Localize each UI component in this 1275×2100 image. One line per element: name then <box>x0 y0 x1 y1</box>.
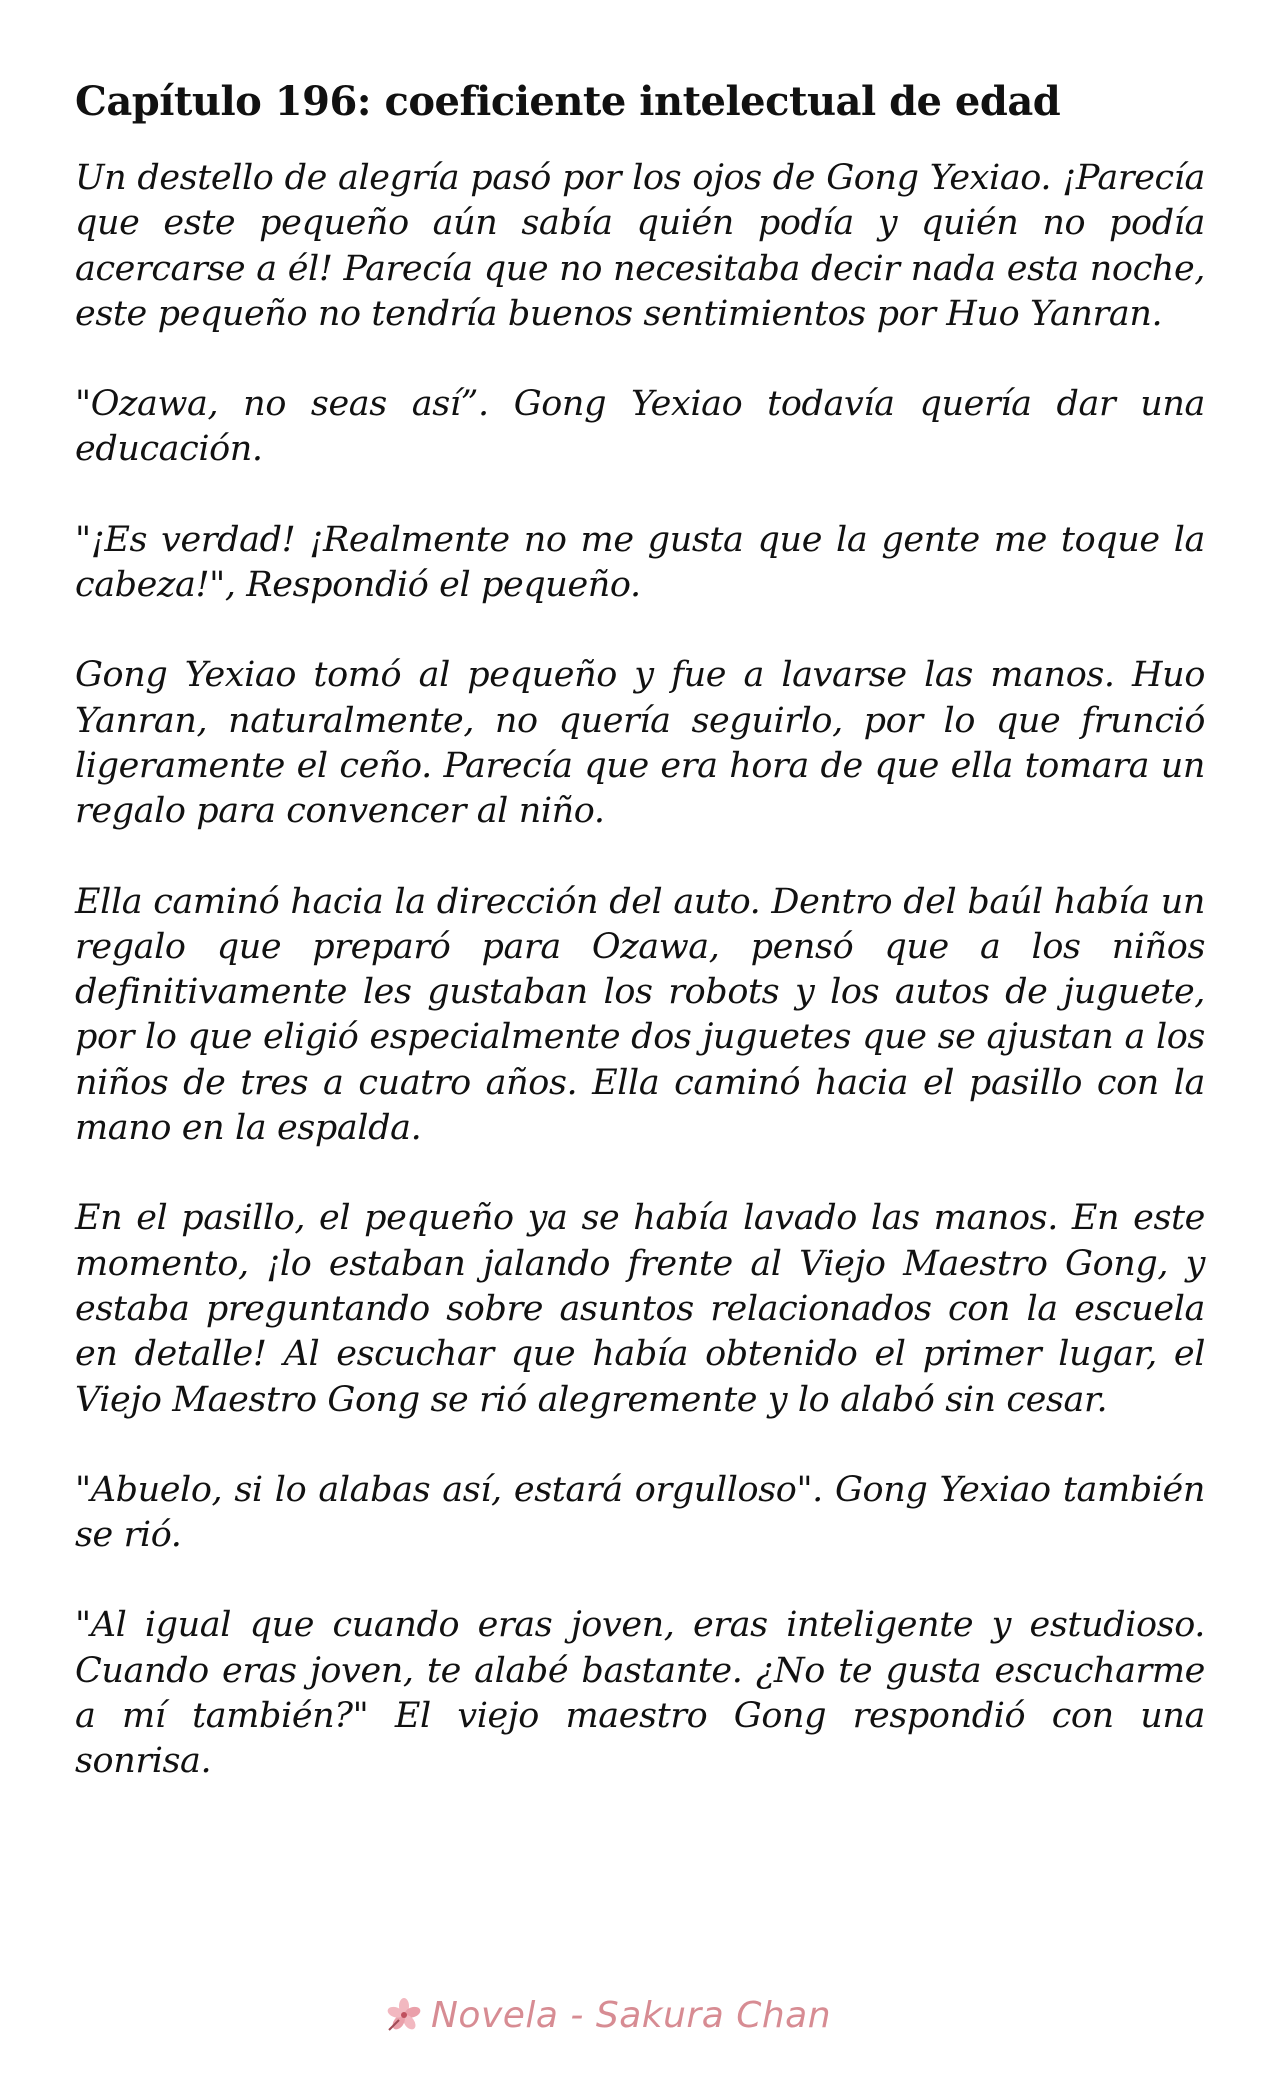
document-page <box>75 70 1205 1830</box>
paragraph-6: En el pasillo, el pequeño ya se había lavado las manos. En este momento, ¡lo estaban jalando frente al Viejo Maestro Gong, y estaba preguntando sobre asuntos relacionados con la escuela en detalle! Al escuchar que había obtenido el primer lugar, el Viejo Maestro Gong se rió alegremente y lo alabó sin cesar. <box>75 1198 1205 1420</box>
chapter-title: Capítulo 196: coeficiente intelectual de edad <box>75 78 1061 125</box>
paragraph-2: "Ozawa, no seas así”. Gong Yexiao todavía quería dar una educación. <box>75 384 1205 470</box>
paragraph-8: "Al igual que cuando eras joven, eras inteligente y estudioso. Cuando eras joven, te alabé bastante. ¿No te gusta escucharme a mí también?" El viejo maestro Gong respondió con una sonrisa. <box>75 1605 1205 1782</box>
paragraph-7: "Abuelo, si lo alabas así, estará orgulloso". Gong Yexiao también se rió. <box>75 1469 1205 1556</box>
paragraph-3: "¡Es verdad! ¡Realmente no me gusta que la gente me toque la cabeza!", Respondió el pequeño. <box>75 519 1205 606</box>
watermark <box>385 1990 831 2040</box>
paragraph-1: Un destello de alegría pasó por los ojos de Gong Yexiao. ¡Parecía que este pequeño aún sabía quién podía y quién no podía acercarse a él! Parecía que no necesitaba decir nada esta noche, este pequeño no tendría buenos sentimientos por Huo Yanran. <box>75 158 1205 334</box>
paragraph-4: Gong Yexiao tomó al pequeño y fue a lavarse las manos. Huo Yanran, naturalmente, no quería seguirlo, por lo que frunció ligeramente el ceño. Parecía que era hora de que ella tomara un regalo para convencer al niño. <box>75 655 1205 832</box>
sakura-flower-icon <box>385 1996 423 2034</box>
paragraph-5: Ella caminó hacia la dirección del auto. Dentro del baúl había un regalo que preparó para Ozawa, pensó que a los niños definitivamente les gustaban los robots y los autos de juguete, por lo que eligió especialmente dos juguetes que se ajustan a los niños de tres a cuatro años. Ella caminó hacia el pasillo con la mano en la espalda. <box>75 881 1205 1149</box>
watermark-text: Novela - Sakura Chan <box>431 1994 832 2036</box>
